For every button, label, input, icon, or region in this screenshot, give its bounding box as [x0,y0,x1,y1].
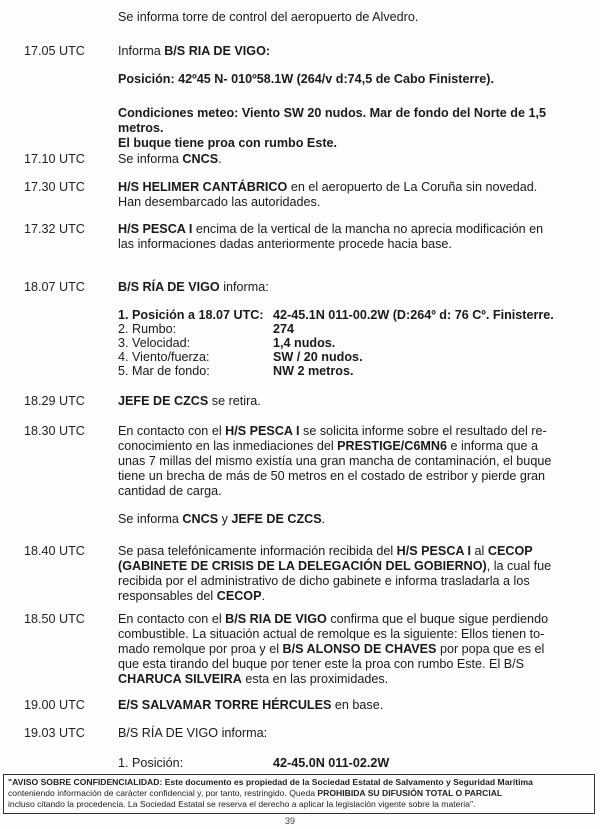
list-item: 1. Posición: 42-45.0N 011-02.2W [118,756,390,770]
list-item: 1. Posición a 18.07 UTC: 42-45.1N 011-00.2W (D:264º d: 76 Cº. Finisterre. [118,308,554,322]
entry-time: 17.05 UTC [24,44,85,58]
confidentiality-notice: "AVISO SOBRE CONFIDENCIALIDAD: Este documento es propiedad de la Sociedad Estatal de Salvamento y Seguridad Marítima conteniendo información de carácter confidencial y, por tanto, restringido. Queda PROHIBIDA SU DIFUSIÓN TOTAL O PARCIAL incluso citando la procedencia. La Sociedad Estatal se reserva el derecho a aplicar la legislación vigente sobre la materia". [3,774,595,814]
list-item: 4. Viento/fuerza: SW / 20 nudos. [118,350,363,364]
list-item: 5. Mar de fondo: NW 2 metros. [118,364,354,378]
intro-text: Se informa torre de control del aeropuerto de Alvedro. [118,10,419,24]
document-page: Se informa torre de control del aeropuerto de Alvedro. 17.05 UTC Informa B/S RIA DE VIGO: Posición: 42º45 N- 010º58.1W (264/v d:74,5 de Cabo Finisterre). Condiciones meteo: Viento SW 20 nudos. Mar de fondo del Norte de 1,5 metros. El buque tiene proa con rumbo Este. 17.10 UTC Se informa CNCS. 17.30 UTC H/S HELIMER CANTÁBRICO en el aeropuerto de La Coruña sin novedad. Han desembarcado las autoridades. 17.32 UTC H/S PESCA I encima de la vertical de la mancha no aprecia modificación en las informaciones dadas anteriormente procede hacia base. 18.07 UTC B/S RÍA DE VIGO informa: 1. Posición a 18.07 UTC: 42-45.1N 011-00.2W (D:264º d: 76 Cº. Finisterre. 2. Rumbo: 274 3. Velocidad: 1,4 nudos. 4. Viento/fuerza: SW / 20 nudos. 5. Mar de fondo: NW 2 metros. 18.29 UTC JEFE DE CZCS se retira. 18.30 UTC En contacto con el H/S PESCA I se solicita informe sobre el resultado del re- conocimiento en las inmediaciones del PRESTIGE/C6MN6 e informa que a unas 7 millas del mismo existía una gran mancha de contaminación, el buque tiene un brecha de más de 50 metros en el costado de estribor y pierde gran cantidad de carga. Se informa CNCS y JEFE DE CZCS. 18.40 UTC Se pasa telefónicamente información recibida del H/S PESCA I al CECOP (GABINETE DE CRISIS DE LA DELEGACIÓN DEL GOBIERNO), la cual fue recibida por el administrativo de dicho gabinete e informa trasladarla a los responsables del CECOP. 18.50 UTC En contacto con el B/S RIA DE VIGO confirma que el buque sigue perdiendo combustible. La situación actual de remolque es la siguiente: Ellos tienen to- mado remolque por proa y el B/S ALONSO DE CHAVES por popa que es el que esta tirando del buque por tener este la proa con rumbo Este. El B/S CHARUCA SILVEIRA esta en las proximidades. 19.00 UTC E/S SALVAMAR TORRE HÉRCULES en base. 19.03 UTC B/S RÍA DE VIGO informa: 1. Posición: 42-45.0N 011-02.2W "AVISO SOBRE CONFIDENCIALIDAD: Este documento es propiedad de la Sociedad Estatal de Salvamento y Seguridad Marítima conteniendo información de carácter confidencial y, por tanto, restringido. Queda PROHIBIDA SU DIFUSIÓN TOTAL O PARCIAL incluso citando la procedencia. La Sociedad Estatal se reserva el derecho a aplicar la legislación vigente sobre la materia". 39 [0,0,600,822]
list-item: 2. Rumbo: 274 [118,322,295,336]
list-item: 3. Velocidad: 1,4 nudos. [118,336,336,350]
report-list-1807 [118,308,578,378]
entry-text: Informa B/S RIA DE VIGO: [118,44,271,58]
report-list-1903 [118,756,578,770]
page-number: 39 [285,816,296,826]
